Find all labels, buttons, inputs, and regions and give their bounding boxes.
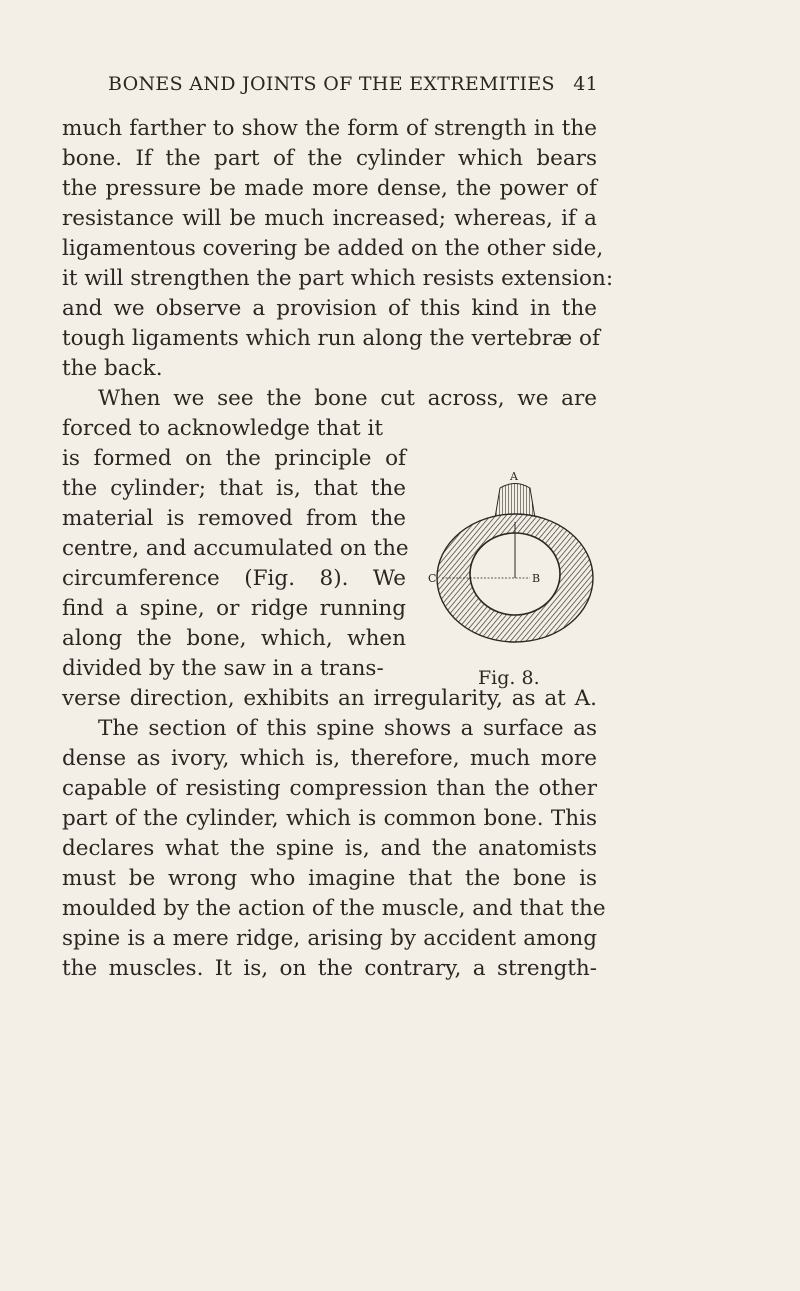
text-line-10: When we see the bone cut across, we are: [98, 386, 597, 411]
bone-cross-section-figure: [418, 452, 608, 692]
figure-caption: Fig. 8.: [478, 667, 540, 689]
text-line-19: divided by the saw in a trans-: [62, 656, 384, 681]
text-line-2: bone. If the part of the cylinder which bears: [62, 146, 597, 171]
text-line-22: dense as ivory, which is, therefore, much more: [62, 746, 597, 771]
text-line-3: the pressure be made more dense, the power of: [62, 176, 597, 201]
text-line-18: along the bone, which, when: [62, 626, 406, 651]
label-b: B: [532, 572, 541, 585]
text-line-17: find a spine, or ridge running: [62, 596, 406, 621]
text-line-20: verse direction, exhibits an irregularity, as at A.: [62, 686, 597, 711]
text-line-8: tough ligaments which run along the vertebræ of: [62, 326, 600, 351]
text-line-11: forced to acknowledge that it: [62, 416, 384, 441]
text-line-9: the back.: [62, 356, 163, 381]
text-line-24: part of the cylinder, which is common bone. This: [62, 806, 597, 831]
page-number: 41: [573, 73, 598, 95]
text-line-21: The section of this spine shows a surface as: [98, 716, 597, 741]
spine-ridge: [495, 484, 535, 519]
text-line-1: much farther to show the form of strength in the: [62, 116, 597, 141]
text-line-15: centre, and accumulated on the: [62, 536, 409, 561]
running-title: BONES AND JOINTS OF THE EXTREMITIES: [108, 73, 555, 95]
text-line-5: ligamentous covering be added on the other side,: [62, 236, 604, 261]
text-line-13: the cylinder; that is, that the: [62, 476, 406, 501]
text-line-23: capable of resisting compression than the other: [62, 776, 597, 801]
text-line-16: circumference (Fig. 8). We: [62, 566, 406, 591]
text-line-25: declares what the spine is, and the anatomists: [62, 836, 597, 861]
text-line-7: and we observe a provision of this kind in the: [62, 296, 597, 321]
text-line-4: resistance will be much increased; whereas, if a: [62, 206, 597, 231]
text-line-6: it will strengthen the part which resists extension:: [62, 266, 614, 291]
text-line-26: must be wrong who imagine that the bone is: [62, 866, 597, 891]
text-line-27: moulded by the action of the muscle, and that the: [62, 896, 606, 921]
text-line-14: material is removed from the: [62, 506, 406, 531]
text-line-12: is formed on the principle of: [62, 446, 406, 471]
running-header: [108, 73, 598, 103]
bone-cross-section-illustration: [418, 452, 608, 672]
label-a: A: [510, 470, 518, 483]
label-c: C: [428, 572, 437, 585]
text-line-29: the muscles. It is, on the contrary, a strength-: [62, 956, 597, 981]
text-line-28: spine is a mere ridge, arising by accident among: [62, 926, 597, 951]
